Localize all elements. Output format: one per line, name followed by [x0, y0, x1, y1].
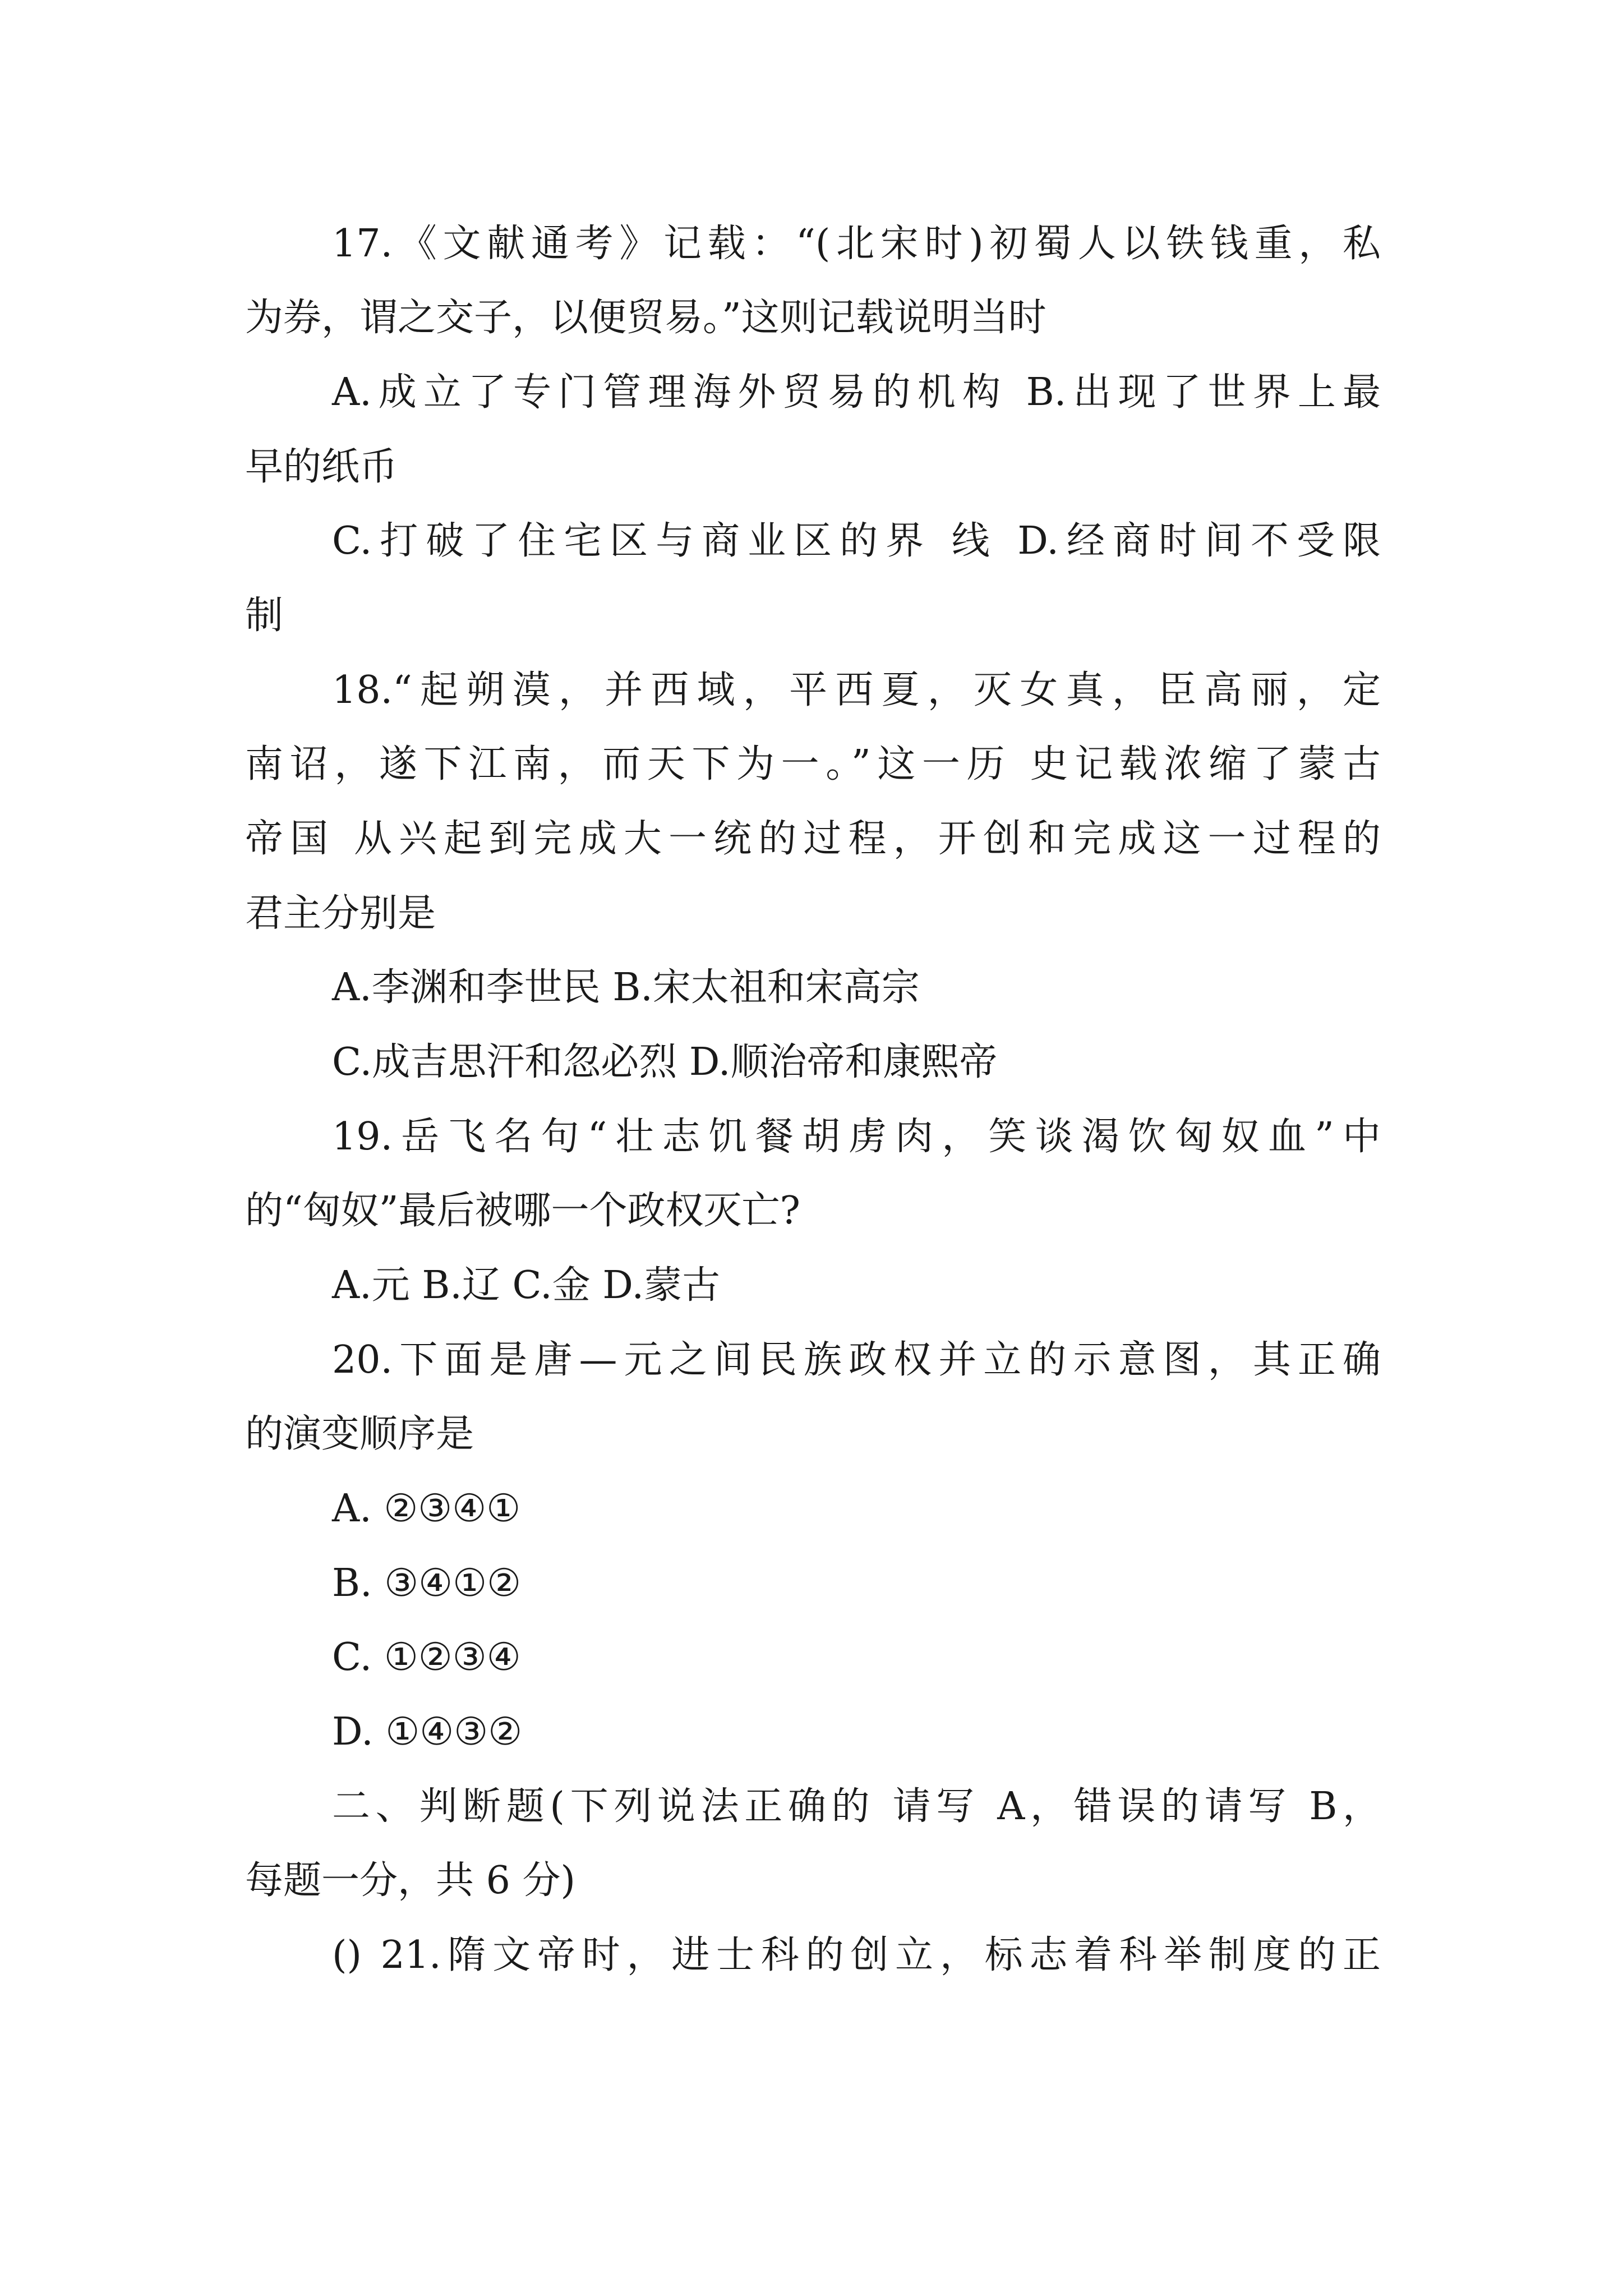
q19-options: A.元 B.辽 C.金 D.蒙古	[332, 1263, 721, 1308]
q18-options-cd: C.成吉思汗和忽必烈 D.顺治帝和康熙帝	[332, 1040, 998, 1084]
q20-stem-line-1: 20.下面是唐—元之间民族政权并立的示意图，其正确	[332, 1338, 1381, 1382]
q17-options-cd-line-1: C.打破了住宅区与商业区的界 线 D.经商时间不受限	[332, 519, 1381, 563]
q17-stem-line-1: 17.《文献通考》记载：“(北宋时)初蜀人以铁钱重，私	[332, 222, 1381, 266]
q18-stem-line-2: 南诏，遂下江南，而天下为一。”这一历 史记载浓缩了蒙古	[245, 742, 1381, 786]
section-2-heading-line-1: 二、判断题(下列说法正确的 请写 A，错误的请写 B，	[332, 1784, 1381, 1829]
q17-options-ab-line-1: A.成立了专门管理海外贸易的机构 B.出现了世界上最	[332, 370, 1381, 415]
q20-option-b: B. ③④①②	[332, 1561, 522, 1605]
q20-stem-line-2: 的演变顺序是	[245, 1412, 474, 1456]
q18-stem-line-3: 帝国 从兴起到完成大一统的过程，开创和完成这一过程的	[245, 817, 1381, 861]
q17-options-cd-line-2: 制	[245, 593, 284, 638]
q19-stem-line-1: 19.岳飞名句“壮志饥餐胡虏肉，笑谈渴饮匈奴血”中	[332, 1115, 1381, 1159]
q21-stem-line-1: () 21.隋文帝时，进士科的创立，标志着科举制度的正	[332, 1933, 1381, 1977]
q19-stem-line-2: 的“匈奴”最后被哪一个政权灭亡?	[245, 1189, 800, 1233]
q18-options-ab: A.李渊和李世民 B.宋太祖和宋高宗	[332, 965, 920, 1010]
q17-options-ab-line-2: 早的纸币	[245, 445, 398, 489]
q18-stem-line-1: 18.“起朔漠，并西域，平西夏，灭女真，臣高丽，定	[332, 668, 1381, 712]
q20-option-d: D. ①④③②	[332, 1710, 523, 1754]
section-2-heading-line-2: 每题一分，共 6 分)	[245, 1858, 576, 1903]
q18-stem-line-4: 君主分别是	[245, 891, 436, 936]
q17-stem-line-2: 为券，谓之交子，以便贸易。”这则记载说明当时	[245, 296, 1046, 340]
q20-option-c: C. ①②③④	[332, 1635, 521, 1680]
q20-option-a: A. ②③④①	[332, 1487, 521, 1531]
